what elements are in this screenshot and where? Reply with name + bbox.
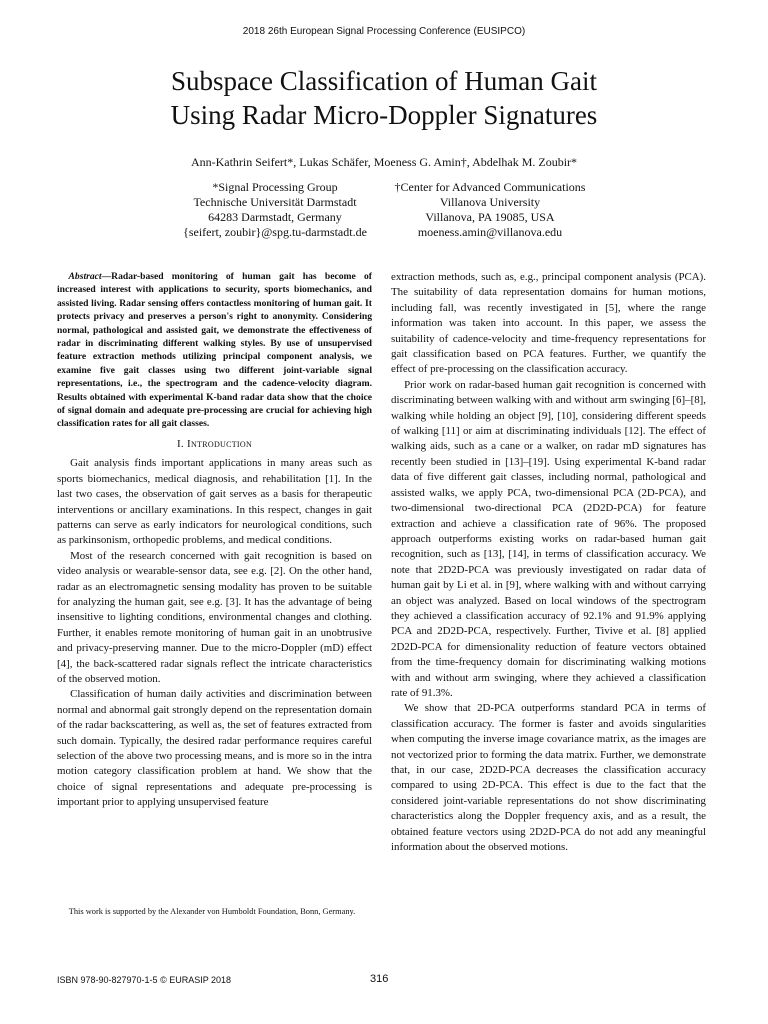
abstract-text: —Radar-based monitoring of human gait has become of increased interest with applications to security, sports biomechanics, and assisted living. Radar sensing offers contactless monitoring of human gait. It protects privacy and preserves a person's right to anonymity. Considering normal, pathological and assisted gait, we demonstrate the effectiveness of radar in discriminating different walking styles. By use of unsupervised feature extraction methods utilizing principal component analysis, we examine five gait classes using two different joint-variable signal representations, i.e., the spectrogram and the cadence-velocity diagram. Results obtained with experimental K-band radar data show that the choice of signal domain and adequate pre-processing are crucial for achieving high classification rates for all gait classes. [57, 271, 372, 430]
conference-header: 2018 26th European Signal Processing Conference (EUSIPCO) [242, 26, 526, 37]
affiliation-villanova [385, 180, 595, 240]
paragraph: Gait analysis finds important applications in many areas such as sports biomechanics, medical diagnosis, and rehabilitation [1]. In the last two cases, the observation of gait serves as a basis for therapeutic interventions or ancillary examinations. In this respect, changes in gait patterns can serve as early indicators for neurological conditions, such as parkinsonism, orthopedic problems, and medical conditions. [57, 457, 372, 547]
paragraph: Classification of human daily activities and discrimination between normal and abnormal gait strongly depend on the representation domain of the radar backscattering, as well as, the set of features extracted from such domain. Typically, the desired radar performance requires careful selection of the above two processing means, and is more so in the intra motion category classification problem at hand. We show that the choice of signal representations and adequate pre-processing is important prior to applying unsupervised feature [57, 688, 372, 809]
affiliation-line: Villanova University [439, 195, 541, 209]
section-heading-introduction [57, 437, 372, 452]
page-number: 316 [370, 973, 389, 985]
section-title: Introduction [187, 437, 253, 450]
affiliation-line: Villanova, PA 19085, USA [425, 210, 555, 224]
right-column [391, 270, 706, 855]
left-column [57, 270, 372, 811]
section-number: I. [176, 437, 188, 450]
paragraph: We show that 2D-PCA outperforms standard PCA in terms of classification accuracy. The former is faster and avoids singularities when computing the inverse image covariance matrix, as the images are not vectorized prior to forming the data matrix. Further, we demonstrate that, in our case, 2D2D-PCA decreases the classification accuracy compared to using 2D-PCA. This effect is due to the fact that the considered joint-variable representations do not show discriminating characteristics along the Doppler frequency axis, and as a result, the obtained feature vectors using 2D2D-PCA do not add any meaningful information about the observed motions. [391, 702, 706, 854]
affiliation-email: moeness.amin@villanova.edu [417, 225, 563, 239]
footnote: This work is supported by the Alexander von Humboldt Foundation, Bonn, Germany. [68, 907, 356, 916]
affiliation-line: Technische Universität Darmstadt [193, 195, 357, 209]
title-line-2: Using Radar Micro-Doppler Signatures [170, 100, 598, 130]
author-list: Ann-Kathrin Seifert*, Lukas Schäfer, Moeness G. Amin†, Abdelhak M. Zoubir* [190, 155, 578, 169]
abstract [57, 270, 372, 431]
affiliation-email: {seifert, zoubir}@spg.tu-darmstadt.de [183, 225, 367, 239]
abstract-label: Abstract [68, 271, 102, 282]
paragraph: extraction methods, such as, e.g., principal component analysis (PCA). The suitability of data representation domains for human motions, including fall, was recently investigated in [5], where the range information was taken into account. In this paper, we assess the suitability of cadence-velocity and time-frequency representations for gait classification based on PCA features. Further, we quantify the effect of pre-processing on the classification accuracy. [391, 271, 706, 376]
affiliation-darmstadt [170, 180, 380, 240]
affiliation-line: *Signal Processing Group [212, 180, 338, 194]
paper-title [60, 64, 708, 132]
title-line-1: Subspace Classification of Human Gait [171, 66, 597, 96]
paragraph: Prior work on radar-based human gait recognition is concerned with discriminating between walking with and without arm swinging [6]–[8], walking while holding an object [9], [10], considering different speeds of walking [11] or aim at discriminating individuals [12]. The effect of walking aids, such as a cane or a walker, on radar mD signatures has recently been studied in [13]–[19]. Using experimental K-band radar data of five different gait classes, including normal, pathological and assisted walks, we apply PCA, two-dimensional PCA (2D-PCA), and two-dimensional two-directional PCA (2D2D-PCA) for feature extraction and achieve a classification rate of 96%. The proposed approach outperforms existing works on radar-based human gait recognition, such as [13], [14], in terms of classification accuracy. We note that 2D2D-PCA was previously investigated on radar data of human gait by Li et al. in [9], where walking with and without carrying an object was analyzed. Based on local windows of the spectrogram they achieved a classification accuracy of 92.1% and 91.9% applying PCA and 2D2D-PCA, respectively. Further, Tivive et al. [8] applied 2D2D-PCA for dimensionality reduction of feature vectors obtained from the time-frequency domain for discriminating walking motions with and without arm swinging, where they achieved a classification rate of 91.3%. [391, 378, 706, 699]
paragraph: Most of the research concerned with gait recognition is based on video analysis or wearable-sensor data, see e.g. [2]. On the other hand, radar as an electromagnetic sensing modality has proven to be suitable for analyzing the human gait, see e.g. [3]. It has the advantage of being insensitive to lighting conditions, environmental changes and clothing. Further, it enables remote monitoring of human gait in an unobtrusive and privacy-preserving manner. Due to the micro-Doppler (mD) effect [4], the back-scattered radar signals reflect the intricate characteristics of the observed motion. [57, 549, 372, 685]
affiliation-line: †Center for Advanced Communications [394, 180, 586, 194]
affiliation-line: 64283 Darmstadt, Germany [208, 210, 342, 224]
isbn-footer: ISBN 978-90-827970-1-5 © EURASIP 2018 [57, 975, 232, 985]
